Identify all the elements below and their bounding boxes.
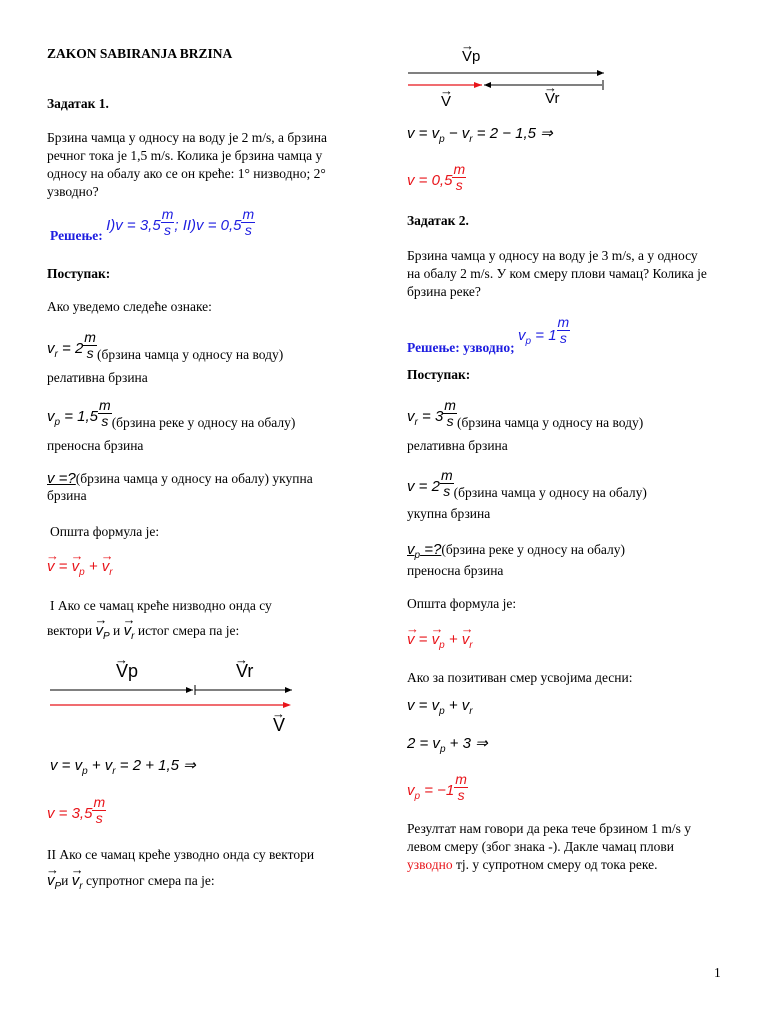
- v-description: брзина: [47, 488, 87, 503]
- diagram2-vp-label: → Vp: [462, 48, 480, 66]
- solution1-formula-a: I)v = 3,5: [106, 216, 161, 234]
- result2: v = 0,5 $\frac{m}{s}$: [407, 161, 466, 193]
- vr2-definition: $v_r = 3$ $\frac{m}{s}$ (брзина чамца у односу на воду): [407, 397, 644, 430]
- upstream-highlight: узводно: [407, 857, 453, 872]
- vp-definition: $v_p = 1,5$ $\frac{m}{s}$ (брзина реке у односу на обалу): [47, 397, 296, 430]
- unit-fraction: $\frac{m}{s}$: [455, 771, 467, 803]
- unit-fraction: $\frac{m}{s}$: [161, 206, 174, 238]
- unit-fraction: $\frac{m}{s}$: [242, 206, 255, 238]
- page-title: ZAKON SABIRANJA BRZINA: [47, 46, 233, 61]
- task1-heading: Задатак 1.: [47, 96, 109, 111]
- unit-fraction: $\frac{m}{s}$: [99, 397, 111, 429]
- unit-fraction: $\frac{m}{s}$: [444, 397, 456, 429]
- solution1-formula-b: ; II)v = 0,5: [174, 216, 242, 234]
- case2-text: II Ако се чамац креће узводно онда су вектори: [47, 847, 315, 862]
- solution1-label: Решење:: [50, 227, 103, 243]
- procedure1-heading: Поступак:: [47, 266, 111, 281]
- vp2-definition: $v_p$ =?(брзина реке у односу на обалу): [407, 541, 626, 561]
- general-formula-label: Општа формула је:: [50, 524, 160, 539]
- positive-direction-text: Ако за позитиван смер усвојима десни:: [407, 670, 633, 685]
- result3: $v_p = -1$ $\frac{m}{s}$: [407, 771, 467, 803]
- general-formula: → v = → $v_p$ + → $v_r$: [47, 558, 113, 582]
- vp-description: преносна брзина: [47, 438, 144, 453]
- general-formula2: → v = → $v_p$ + → $v_r$: [407, 631, 473, 655]
- task1-text: Брзина чамца у односу на воду је 2 m/s, а брзина речног тока је 1,5 m/s. Колика је брзина чамца у односу на обалу ако се он креће: 1° низводно; 2° узводно?: [47, 130, 327, 199]
- v-definition: v =?(брзина чамца у односу на обалу) укупна: [47, 470, 313, 487]
- vr-definition: $v_r = 2$ $\frac{m}{s}$ (брзина чамца у односу на воду): [47, 329, 284, 362]
- result1: v = 3,5 $\frac{m}{s}$: [47, 794, 106, 826]
- task2-heading: Задатак 2.: [407, 213, 469, 228]
- vp2-description: преносна брзина: [407, 563, 504, 578]
- equation2: $v = v_p - v_r = 2 - 1,5$ ⇒: [407, 125, 553, 145]
- unit-fraction: $\frac{m}{s}$: [84, 329, 96, 361]
- unit-fraction: $\frac{m}{s}$: [453, 161, 466, 193]
- unit-fraction: $\frac{m}{s}$: [440, 467, 453, 499]
- general-formula2-label: Општа формула је:: [407, 596, 517, 611]
- equation4: $2 = v_p + 3$ ⇒: [407, 735, 488, 755]
- diagram1-v-label: → V: [273, 716, 285, 734]
- intro-text: Ако уведемо следеће ознаке:: [47, 299, 212, 314]
- diagram2-vr-label: → Vr: [545, 90, 559, 108]
- result-explanation: Резултат нам говори да река тече брзином 1 m/s у левом смеру (због знака -). Дакле чамац плови узводно тј. у супротном смеру од тока реке.: [407, 821, 692, 872]
- vr2-description: релативна брзина: [407, 438, 508, 453]
- v2-definition: v = 2 $\frac{m}{s}$ (брзина чамца у односу на обалу): [407, 467, 647, 500]
- page-number: 1: [714, 965, 721, 980]
- case1-vectors: вектори → $v_P$ $и \to v_r$ истог смера па је:: [47, 622, 239, 646]
- diagram1-vr-label: → Vr: [236, 662, 253, 680]
- vr-description: релативна брзина: [47, 370, 148, 385]
- case1-text: I Ако се чамац креће низводно онда су: [50, 598, 272, 613]
- procedure2-heading: Поступак:: [407, 367, 471, 382]
- v2-description: укупна брзина: [407, 506, 491, 521]
- unit-fraction: $\frac{m}{s}$: [557, 314, 570, 346]
- diagram1-vp-label: → Vp: [116, 662, 138, 680]
- equation1: $v = v_p + v_r = 2 + 1,5$ ⇒: [50, 757, 196, 777]
- task2-text: Брзина чамца у односу на воду је 3 m/s, а у односу на обалу 2 m/s. У ком смеру плови чамац? Колика је брзина реке?: [407, 248, 707, 299]
- diagram2-v-label: → V: [441, 93, 451, 111]
- solution2: Решење: узводно; $v_p = 1$ $\frac{m}{s}$: [407, 314, 570, 355]
- equation3: $v = v_p + v_r$: [407, 697, 473, 717]
- case2-vectors: → $v_Pи \to v_r$ супротног смера па је:: [47, 872, 215, 896]
- unit-fraction: $\frac{m}{s}$: [93, 794, 106, 826]
